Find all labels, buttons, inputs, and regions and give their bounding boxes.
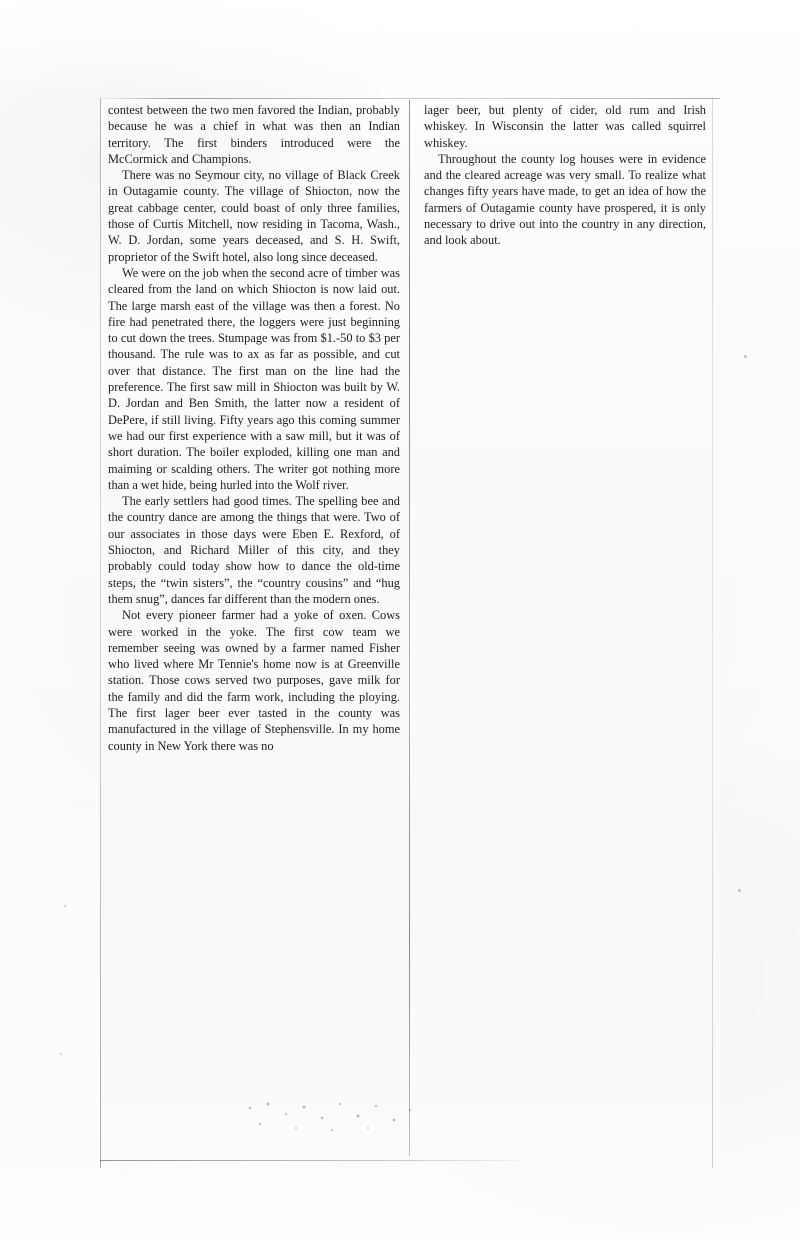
scan-light-band <box>0 0 800 92</box>
ink-smudge <box>240 1098 430 1136</box>
paragraph: Not every pioneer farmer had a yoke of oxen. Cows were worked in the yoke. The first cow team we remember seeing was owned by a farmer named Fisher who lived where Mr Tennie's home now is at Greenville station. Those cows served two purposes, gave milk for the family and did the farm work, including the ploying. The first lager beer ever tasted in the county was manufactured in the village of Stephensville. In my home county in New York there was no <box>108 608 400 753</box>
page-speck <box>64 905 66 907</box>
clipping-left-edge <box>100 98 101 1168</box>
paragraph: We were on the job when the second acre of timber was cleared from the land on which Shiocton is now laid out. The large marsh east of the village was then a forest. No fire had penetrated there, the loggers were just beginning to cut down the trees. Stumpage was from $1.-50 to $3 per thousand. The rule was to ax as far as possible, and cut over that distance. The first man on the line had the preference. The first saw mill in Shiocton was built by W. D. Jordan and Ben Smith, the latter now a resident of DePere, if still living. Fifty years ago this coming summer we had our first experience with a saw mill, but it was of short duration. The boiler exploded, killing one man and maiming or scalding others. The writer got nothing more than a wet hide, being hurled into the Wolf river. <box>108 265 400 492</box>
paragraph: Throughout the county log houses were in evidence and the cleared acreage was very small. To realize what changes fifty years have made, to get an idea of how the farmers of Outagamie county have prospered, it is only necessary to drive out into the country in any direction, and look about. <box>424 151 706 248</box>
page-speck <box>738 889 741 892</box>
page-speck <box>60 1053 62 1055</box>
page-speck <box>744 355 747 358</box>
paragraph: contest between the two men favored the Indian, probably because he was a chief in what was then an Indian territory. The first binders introduced were the McCormick and Champions. <box>108 103 400 166</box>
column-divider-rule <box>409 100 410 1156</box>
paragraph: lager beer, but plenty of cider, old rum and Irish whiskey. In Wisconsin the latter was called squirrel whiskey. <box>424 103 706 150</box>
clipping-bottom-edge <box>100 1160 520 1161</box>
paragraph: The early settlers had good times. The spelling bee and the country dance are among the things that were. Two of our associates in those days were Eben E. Rexford, of Shiocton, and Richard Miller of this city, and they probably could today show how to dance the old-time steps, the “twin sisters”, the “country cousins” and “hug them snug”, dances far different than the modern ones. <box>108 494 400 606</box>
newspaper-clipping <box>100 98 720 1168</box>
paragraph: There was no Seymour city, no village of Black Creek in Outagamie county. The village of Shiocton, now the great cabbage center, could boast of only three families, those of Curtis Mitchell, now residing in Tacoma, Wash., W. D. Jordan, some years deceased, and S. H. Swift, proprietor of the Swift hotel, also long since deceased. <box>108 168 400 264</box>
clipping-right-edge <box>712 98 713 1168</box>
article-column-right <box>418 98 708 249</box>
article-column-left <box>106 98 406 754</box>
